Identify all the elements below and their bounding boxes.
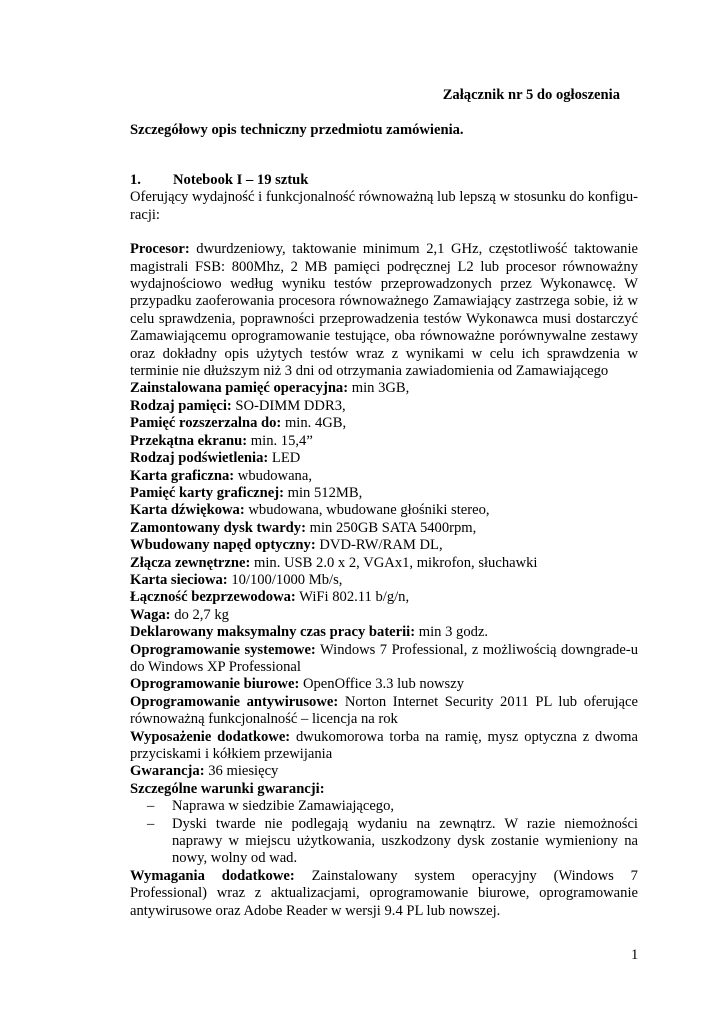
spec-label: Oprogramowanie biurowe: — [130, 676, 300, 693]
spec-line — [130, 433, 638, 450]
spec-value: min. 4GB, — [281, 415, 347, 432]
spec-line — [130, 468, 638, 485]
spec-label: Zamontowany dysk twardy: — [130, 519, 306, 536]
spec-line — [130, 642, 638, 677]
spec-line — [130, 555, 638, 572]
document-title: Szczegółowy opis techniczny przedmiotu zamówienia. — [130, 122, 464, 138]
warranty-item — [130, 816, 638, 868]
spec-value: wbudowana, — [234, 467, 312, 484]
additional-value: Zainstalowany system operacyjny (Windows 7 Professional) wraz z aktualizacjami, oprogramowanie biurowe, oprogramowanie antywirusowe oraz Adobe Reader w wersji 9.4 PL lub nowszej. — [130, 867, 638, 919]
spec-value: 10/100/1000 Mb/s, — [227, 571, 343, 588]
additional-requirements — [130, 868, 638, 920]
spec-list — [130, 241, 638, 781]
spec-value: Norton Internet Security 2011 PL lub oferujące równoważną funkcjonalność – licencja na rok — [130, 693, 638, 728]
annex-label: Załącznik nr 5 do ogłoszenia — [442, 87, 620, 103]
spec-line — [130, 624, 638, 641]
spec-label: Przekątna ekranu: — [130, 432, 248, 449]
spec-label: Pamięć rozszerzalna do: — [130, 415, 282, 432]
spec-value: LED — [268, 450, 301, 467]
spec-label: Złącza zewnętrzne: — [130, 554, 251, 571]
spec-label: Oprogramowanie systemowe: — [130, 641, 316, 658]
spec-line — [130, 729, 638, 764]
dash-bullet: – — [147, 815, 155, 832]
spec-label: Waga: — [130, 606, 171, 623]
dash-bullet: – — [147, 798, 155, 815]
spec-line — [130, 520, 638, 537]
spec-label: Karta graficzna: — [130, 467, 235, 484]
spec-label: Wyposażenie dodatkowe: — [130, 728, 291, 745]
section-heading — [130, 172, 638, 189]
spec-value: min 3GB, — [348, 380, 410, 397]
spec-line — [130, 241, 638, 380]
spec-value: wbudowana, wbudowane głośniki stereo, — [244, 502, 490, 519]
spec-value: min 3 godz. — [415, 624, 489, 641]
section-number: 1. — [130, 172, 141, 188]
spec-value: dwukomorowa torba na ramię, mysz optyczna z dwoma przyciskami i kółkiem przewijania — [130, 728, 638, 762]
spec-line — [130, 589, 638, 606]
spec-line — [130, 537, 638, 554]
spec-label: Pamięć karty graficznej: — [130, 484, 284, 501]
document-body — [130, 172, 638, 920]
spec-label: Oprogramowanie antywirusowe: — [130, 693, 339, 710]
warranty-label-line — [130, 781, 638, 798]
spec-value: dwurdzeniowy, taktowanie minimum 2,1 GHz, częstotliwość taktowanie magistrali FSB: 800Mhz, 2 MB pamięci podręcznej L2 lub procesor równoważny wydajnościowo według wyniku testów przeprowadzonych przez Wykonawcę. W przypadku zaoferowania procesora równoważnego Zamawiający zastrzega sobie, iż w celu sprawdzenia, poprawności przeprowadzenia testów Wykonawca musi dostarczyć Zamawiającemu oprogramowanie testujące, oba równoważne porównywalne zestawy oraz dokładny opis użytych testów wraz z wynikami w celu ich sprawdzenia w terminie nie dłuższym niż 3 dni od otrzymania zawiadomienia od Zamawiającego — [130, 241, 638, 380]
spec-line — [130, 380, 638, 397]
spec-line — [130, 694, 638, 729]
spec-line — [130, 502, 638, 519]
spec-value: OpenOffice 3.3 lub nowszy — [299, 676, 464, 693]
spec-value: min. 15,4” — [247, 432, 313, 449]
spec-label: Wbudowany napęd optyczny: — [130, 537, 316, 554]
spec-label: Karta sieciowa: — [130, 571, 228, 588]
spec-line — [130, 485, 638, 502]
section-intro: Oferujący wydajność i funkcjonalność równoważną lub lepszą w stosunku do konfigu-racji: — [130, 189, 638, 223]
spec-line — [130, 763, 638, 780]
spec-label: Rodzaj pamięci: — [130, 397, 232, 414]
page-number: 1 — [631, 947, 639, 963]
spec-label: Rodzaj podświetlenia: — [130, 450, 269, 467]
spec-value: WiFi 802.11 b/g/n, — [295, 589, 410, 606]
section-heading-text: Notebook I – 19 sztuk — [173, 172, 309, 188]
spec-line — [130, 450, 638, 467]
spec-value: min. USB 2.0 x 2, VGAx1, mikrofon, słuchawki — [250, 554, 538, 571]
spec-value: 36 miesięcy — [204, 763, 279, 780]
warranty-item-text: Naprawa w siedzibie Zamawiającego, — [172, 798, 395, 815]
spec-value: Windows 7 Professional, z możliwością downgrade-u do Windows XP Professional — [130, 641, 638, 675]
spec-line — [130, 676, 638, 693]
spec-value: DVD-RW/RAM DL, — [315, 537, 443, 554]
warranty-list — [130, 798, 638, 868]
spacer — [130, 224, 638, 241]
spec-label: Deklarowany maksymalny czas pracy baterii: — [130, 624, 416, 641]
spec-label: Procesor: — [130, 241, 190, 258]
spec-line — [130, 572, 638, 589]
spec-label: Łączność bezprzewodowa: — [130, 589, 296, 606]
spec-line — [130, 398, 638, 415]
spec-value: SO-DIMM DDR3, — [231, 397, 346, 414]
warranty-item-text: Dyski twarde nie podlegają wydaniu na zewnątrz. W razie niemożności naprawy w miejscu użytkowania, uszkodzony dysk zostanie wymieniony na nowy, wolny od wad. — [172, 815, 638, 867]
spec-label: Karta dźwiękowa: — [130, 502, 245, 519]
warranty-label: Szczególne warunki gwarancji: — [130, 780, 325, 797]
warranty-item — [130, 798, 638, 815]
additional-label: Wymagania dodatkowe: — [130, 867, 295, 884]
spec-line — [130, 607, 638, 624]
spec-value: min 250GB SATA 5400rpm, — [305, 519, 477, 536]
spec-label: Zainstalowana pamięć operacyjna: — [130, 380, 349, 397]
spec-value: do 2,7 kg — [170, 606, 229, 623]
spec-line — [130, 415, 638, 432]
spec-label: Gwarancja: — [130, 763, 205, 780]
spec-value: min 512MB, — [283, 484, 363, 501]
